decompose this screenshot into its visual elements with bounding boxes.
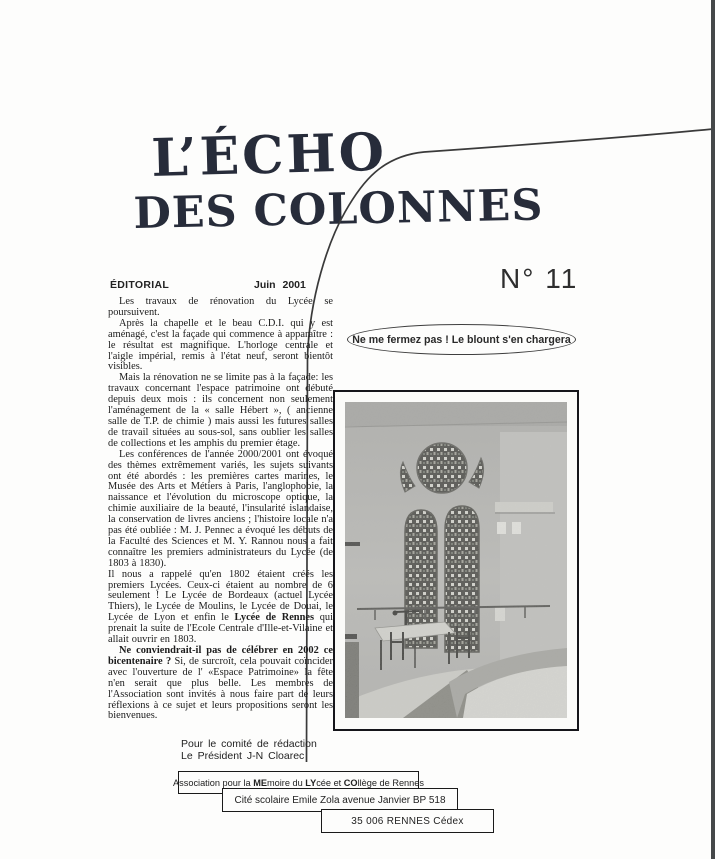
editorial-column [108,297,333,722]
paragraph-text: qui prenait la suite de l'Ecole Centrale d'Ille-et-Vilaine et allait ouvrir en 1803. [108,612,334,646]
masthead-title-line1: L’ÉCHO [150,121,388,189]
paragraph-text: Les travaux de rénovation du Lycée se poursuivent. [108,296,333,318]
chapel-cdi-photo [333,390,579,731]
section-label: ÉDITORIAL [110,279,170,291]
association-name [173,778,424,788]
issue-number: N° 11 [500,263,579,294]
text-segment: moire du [266,777,306,788]
scan-edge-strip [711,0,715,859]
bold-highlight: Ne conviendrait-il pas de célébrer en 2002 ce bicentenaire ? [108,645,333,667]
speech-bubble-text: Ne me fermez pas ! Le blount s'en chargera [352,333,571,346]
address-line: Cité scolaire Emile Zola avenue Janvier BP 518 [234,794,446,806]
masthead-title-line2: DES COLONNES [132,180,544,239]
paragraph-text: Il nous a rappelé qu'en 1802 étaient créés les premiers Lycées. Ceux-ci étaient au nombre de 6 seulement ! Le Lycée de Bordeaux (actuel Lycée Thiers), le Lycée de Moulins, le Lycée de Douai, le Lycée de Lyon et enfin le [108,568,333,624]
acronym-letters: LY [305,777,317,788]
editorial-paragraph [108,319,333,374]
paragraph-text: Si, de surcroît, cela pouvait coïncider avec l'ouverture de l' «Espace Patrimoine» la fête n'en serait que plus belle. Les membres de l'Association sont invités à nous faire part de leurs réflexions à ce sujet et leurs propositions seront les bienvenues. [108,655,333,722]
editorial-paragraph [108,373,333,449]
city-box [321,809,494,833]
paragraph-text: Les conférences de l'année 2000/2001 ont évoqué des thèmes extrêmement variés, les sujets suivants ont été abordés : les premières cartes marines, le Musée des Arts et Métiers à Paris, l'anglophobie, la naissance et l'évolution du microscope optique, la chimie auxiliaire de la beauté, l'insularité islandaise, la conservation de livres anciens ; l'histoire locale n'a pas été oubliée : M. J. Pennec a évoqué les débuts de la Faculté des Sciences et M. Y. Rannou nous a fait connaître les premiers administrateurs du Lycée (de 1803 à 1830). [108,448,333,569]
signature-line: Pour le comité de rédaction [181,738,317,750]
speech-bubble [347,324,576,355]
editorial-paragraph [108,570,333,646]
paragraph-text: Après la chapelle et le beau C.D.I. qui y est aménagé, c'est la façade qui commence à apparaître : le résultat est magnifique. L'horloge centrale et l'aigle impérial, remis à l'état neuf, seront bientôt visibles. [108,317,333,373]
text-segment: llège de Rennes [357,777,424,788]
text-segment: Association pour la [173,777,254,788]
signature-block [181,739,317,762]
editorial-paragraph [108,646,333,722]
city-line: 35 006 RENNES Cédex [351,815,464,827]
chapel-photo-illustration [345,402,567,718]
bold-highlight: Lycée de Rennes [234,612,315,624]
acronym-letters: CO [343,777,358,788]
acronym-letters: ME [253,777,267,788]
editorial-paragraph [108,297,333,319]
issue-date: Juin 2001 [254,279,306,291]
paragraph-text: Mais la rénovation ne se limite pas à la façade: les travaux concernant l'espace patrimoine ont débuté depuis deux mois : ils concernent non seulement l'aménagement de la « salle Hébert », ( ancienne salle de T.P. de chimie ) mais aussi les futures salles de travail situées au sous-sol, sans oublier les salles de collections et les amphis du premier étage. [108,372,333,449]
signature-line: Le Président J-N Cloarec [181,749,305,762]
editorial-paragraph [108,450,333,570]
text-segment: cée et [316,777,344,788]
